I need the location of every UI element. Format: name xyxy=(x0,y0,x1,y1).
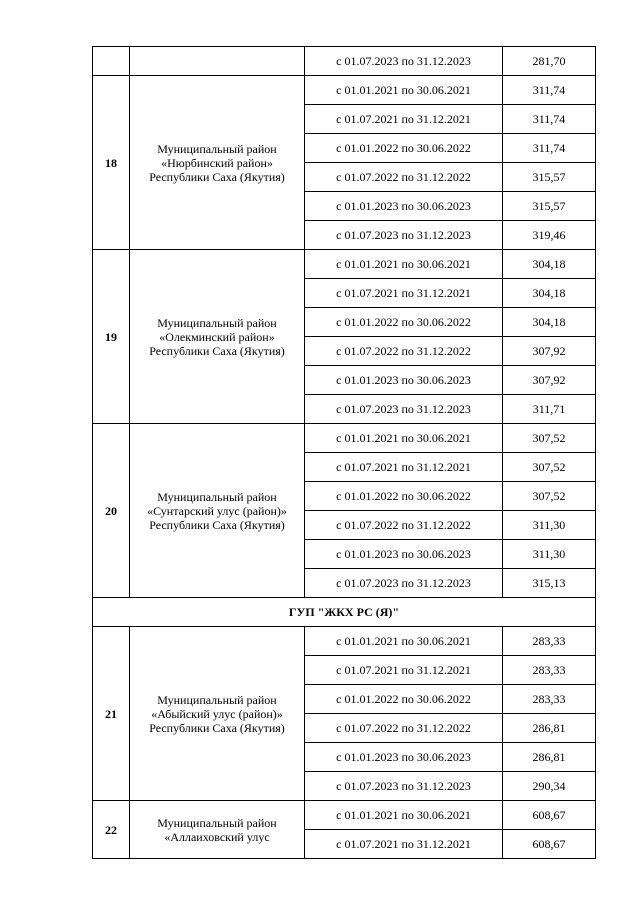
period-cell: с 01.01.2021 по 30.06.2021 xyxy=(305,250,503,279)
municipality-line: Муниципальный район xyxy=(157,815,277,830)
period-cell: с 01.07.2023 по 31.12.2023 xyxy=(305,395,503,424)
tariff-value-cell: 307,52 xyxy=(503,482,596,511)
row-number: 19 xyxy=(93,250,130,424)
period-cell: с 01.01.2023 по 30.06.2023 xyxy=(305,366,503,395)
number-cell-empty xyxy=(93,47,130,76)
municipality-line: «Сунтарский улус (район)» xyxy=(147,503,287,518)
section-heading: ГУП "ЖКХ РС (Я)" xyxy=(93,598,596,627)
period-cell: с 01.01.2021 по 30.06.2021 xyxy=(305,801,503,830)
municipality-line: Муниципальный район xyxy=(157,489,277,504)
tariff-value-cell: 283,33 xyxy=(503,685,596,714)
municipality-line: Республики Саха (Якутия) xyxy=(149,169,285,184)
municipality-line: Республики Саха (Якутия) xyxy=(149,720,285,735)
tariff-value-cell: 286,81 xyxy=(503,743,596,772)
municipality-name xyxy=(130,627,305,801)
municipality-line: «Нюрбинский район» xyxy=(161,155,273,170)
tariff-value-cell: 290,34 xyxy=(503,772,596,801)
tariff-value-cell: 608,67 xyxy=(503,801,596,830)
period-cell: с 01.01.2023 по 30.06.2023 xyxy=(305,743,503,772)
period-cell: с 01.07.2021 по 31.12.2021 xyxy=(305,279,503,308)
tariff-value-cell: 307,92 xyxy=(503,337,596,366)
period-cell: с 01.07.2021 по 31.12.2021 xyxy=(305,830,503,859)
period-cell: с 01.01.2021 по 30.06.2021 xyxy=(305,76,503,105)
table-row xyxy=(93,424,596,453)
period-cell: с 01.01.2022 по 30.06.2022 xyxy=(305,482,503,511)
tariff-value-cell: 307,52 xyxy=(503,424,596,453)
section-row xyxy=(93,598,596,627)
period-cell: с 01.07.2022 по 31.12.2022 xyxy=(305,511,503,540)
municipality-cell-empty xyxy=(130,47,305,76)
municipality-line: Республики Саха (Якутия) xyxy=(149,343,285,358)
tariff-value-cell: 319,46 xyxy=(503,221,596,250)
period-cell: с 01.01.2022 по 30.06.2022 xyxy=(305,308,503,337)
municipality-line: «Олекминский район» xyxy=(159,329,275,344)
period-cell: с 01.07.2023 по 31.12.2023 xyxy=(305,221,503,250)
period-cell: с 01.01.2022 по 30.06.2022 xyxy=(305,134,503,163)
period-cell: с 01.07.2021 по 31.12.2021 xyxy=(305,656,503,685)
tariff-table xyxy=(92,46,596,859)
table-row xyxy=(93,801,596,830)
municipality-line: «Аллаиховский улус xyxy=(164,829,270,844)
tariff-value-cell: 311,71 xyxy=(503,395,596,424)
tariff-value-cell: 315,57 xyxy=(503,163,596,192)
period-cell: с 01.07.2022 по 31.12.2022 xyxy=(305,163,503,192)
period-cell: с 01.01.2022 по 30.06.2022 xyxy=(305,685,503,714)
tariff-table-body xyxy=(93,47,596,859)
period-cell: с 01.07.2023 по 31.12.2023 xyxy=(305,772,503,801)
table-row xyxy=(93,76,596,105)
tariff-value-cell: 315,13 xyxy=(503,569,596,598)
tariff-value-cell: 283,33 xyxy=(503,656,596,685)
tariff-value-cell: 311,30 xyxy=(503,540,596,569)
tariff-value-cell: 307,92 xyxy=(503,366,596,395)
tariff-value-cell: 286,81 xyxy=(503,714,596,743)
row-number: 22 xyxy=(93,801,130,859)
municipality-name xyxy=(130,424,305,598)
tariff-value-cell: 311,74 xyxy=(503,76,596,105)
municipality-line: Республики Саха (Якутия) xyxy=(149,517,285,532)
period-cell: с 01.07.2022 по 31.12.2022 xyxy=(305,714,503,743)
table-row xyxy=(93,250,596,279)
municipality-name xyxy=(130,250,305,424)
municipality-name xyxy=(130,801,305,859)
tariff-value-cell: 283,33 xyxy=(503,627,596,656)
period-cell: с 01.07.2021 по 31.12.2021 xyxy=(305,105,503,134)
row-number: 21 xyxy=(93,627,130,801)
period-cell: с 01.07.2023 по 31.12.2023 xyxy=(305,569,503,598)
period-cell: с 01.01.2023 по 30.06.2023 xyxy=(305,540,503,569)
tariff-value-cell: 304,18 xyxy=(503,250,596,279)
tariff-value-cell: 304,18 xyxy=(503,279,596,308)
municipality-line: Муниципальный район xyxy=(157,141,277,156)
tariff-value-cell: 311,30 xyxy=(503,511,596,540)
tariff-value-cell: 304,18 xyxy=(503,308,596,337)
row-number: 20 xyxy=(93,424,130,598)
tariff-value-cell: 608,67 xyxy=(503,830,596,859)
period-cell: с 01.01.2021 по 30.06.2021 xyxy=(305,424,503,453)
municipality-line: Муниципальный район xyxy=(157,692,277,707)
period-cell: с 01.07.2021 по 31.12.2021 xyxy=(305,453,503,482)
table-row xyxy=(93,627,596,656)
period-cell: с 01.01.2023 по 30.06.2023 xyxy=(305,192,503,221)
municipality-line: «Абыйский улус (район)» xyxy=(151,706,283,721)
tariff-value-cell: 311,74 xyxy=(503,105,596,134)
period-cell: с 01.01.2021 по 30.06.2021 xyxy=(305,627,503,656)
tariff-value-cell: 281,70 xyxy=(503,47,596,76)
table-row xyxy=(93,47,596,76)
municipality-name xyxy=(130,76,305,250)
tariff-value-cell: 311,74 xyxy=(503,134,596,163)
period-cell: с 01.07.2022 по 31.12.2022 xyxy=(305,337,503,366)
row-number: 18 xyxy=(93,76,130,250)
tariff-value-cell: 307,52 xyxy=(503,453,596,482)
municipality-line: Муниципальный район xyxy=(157,315,277,330)
tariff-value-cell: 315,57 xyxy=(503,192,596,221)
period-cell: с 01.07.2023 по 31.12.2023 xyxy=(305,47,503,76)
